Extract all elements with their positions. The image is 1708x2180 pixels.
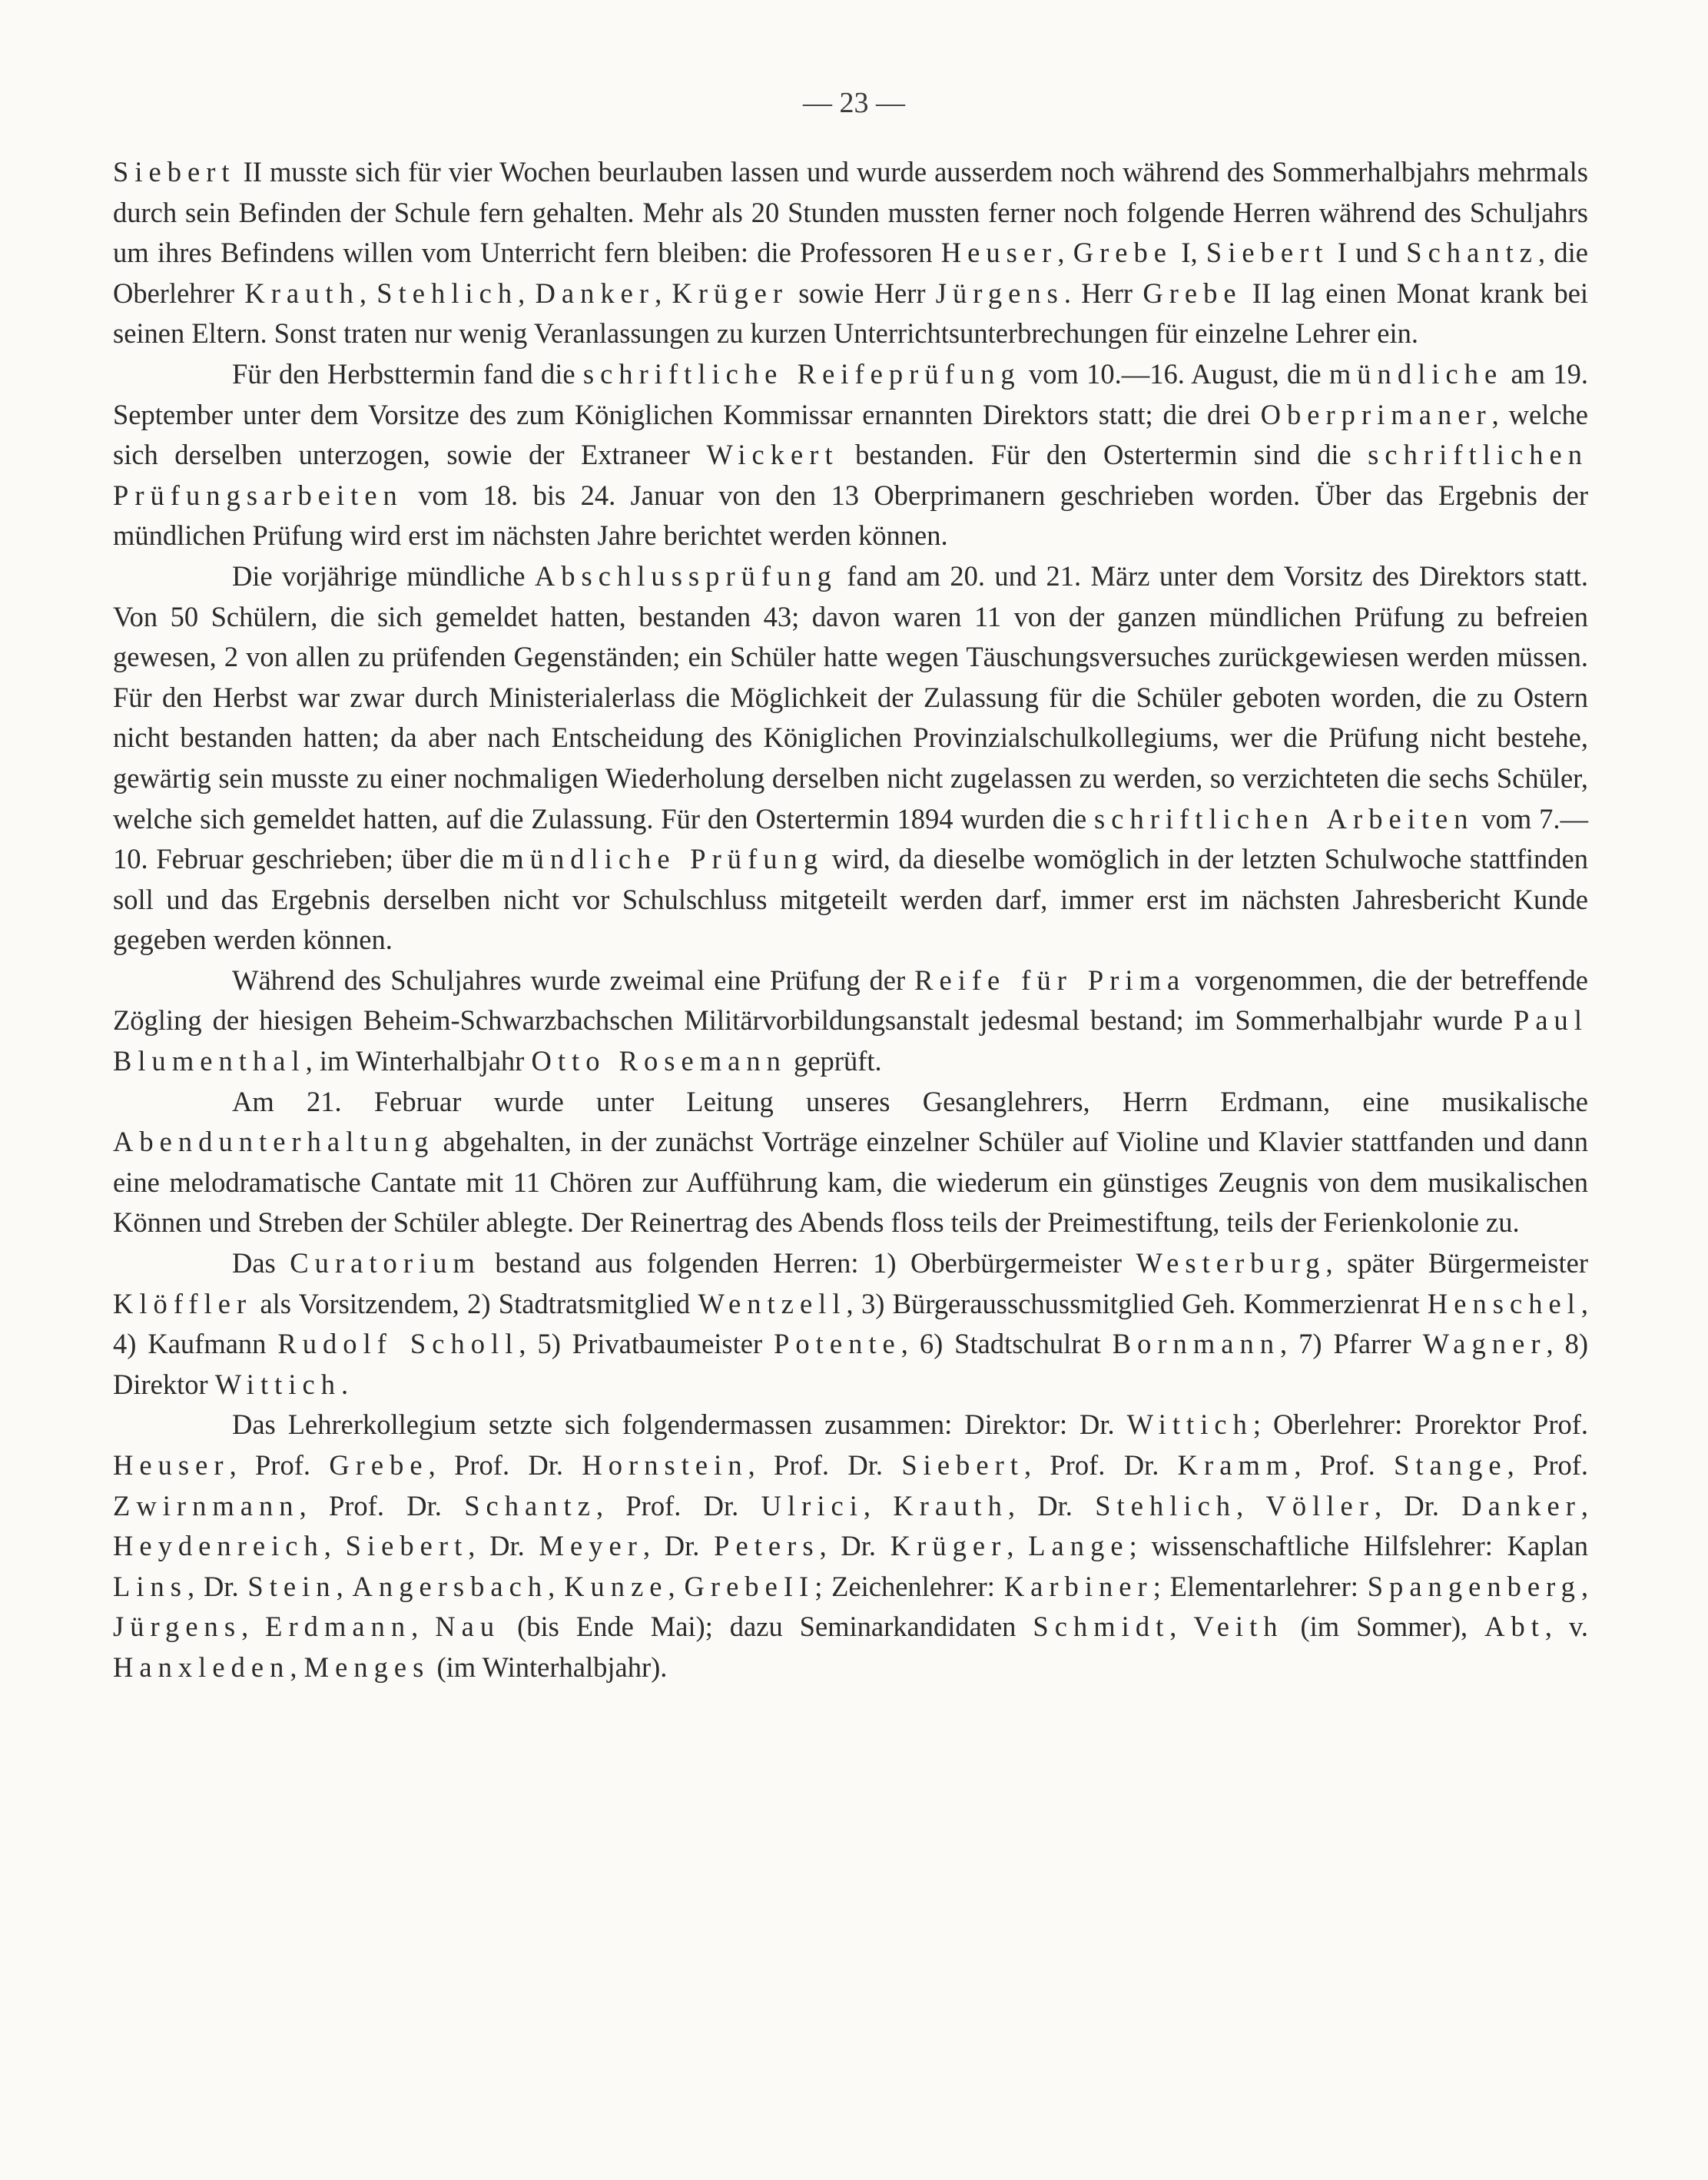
spaced-emphasis: Spangenberg xyxy=(1367,1570,1581,1602)
spaced-emphasis: Curatorium xyxy=(290,1247,481,1279)
spaced-emphasis: Heuser xyxy=(940,237,1058,269)
page-number: — 23 — xyxy=(803,87,905,119)
spaced-emphasis: Bornmann xyxy=(1112,1328,1281,1360)
body-text xyxy=(113,152,1588,1688)
spaced-emphasis: mündliche xyxy=(1328,357,1504,390)
spaced-emphasis: Heydenreich xyxy=(113,1530,324,1562)
spaced-emphasis: Kunze xyxy=(564,1570,668,1602)
spaced-emphasis: Wittich xyxy=(214,1368,341,1400)
spaced-emphasis: Krüger xyxy=(672,277,789,309)
spaced-emphasis: Karbiner xyxy=(1003,1570,1153,1602)
spaced-emphasis: Paul Blumenthal xyxy=(113,1004,1588,1077)
spaced-emphasis: Erdmann xyxy=(265,1611,412,1643)
spaced-emphasis: Siebert xyxy=(901,1449,1024,1481)
spaced-emphasis: Grebe xyxy=(1073,237,1173,269)
spaced-emphasis: Stehlich xyxy=(376,277,519,309)
spaced-emphasis: schriftliche Reifeprüfung xyxy=(582,357,1021,390)
spaced-emphasis: schriftlichen Prüfungsarbeiten xyxy=(113,439,1588,511)
spaced-emphasis: Abt xyxy=(1484,1611,1545,1643)
spaced-emphasis: Westerburg xyxy=(1136,1247,1326,1279)
paragraph-absences: Siebert II musste sich für vier Wochen beurlauben lassen und wurde ausserdem noch während des Sommerhalbjahrs mehrmals durch sein Befinden der Schule fern gehalten. Mehr als 20 Stunden mussten ferner noch folgende Herren während des Schuljahrs um ihres Befindens willen vom Unterricht fern bleiben: die Professoren Heuser, Grebe I, Siebert I und Schantz, die Oberlehrer Krauth, Stehlich, Danker, Krüger sowie Herr Jürgens. Herr Grebe II lag einen Monat krank bei seinen Eltern. Sonst traten nur wenig Veranlassungen zu kurzen Unterrichtsunterbrechungen für einzelne Lehrer ein. xyxy=(113,156,1589,350)
paragraph-reifepruefung: Für den Herbsttermin fand die schriftliche Reifeprüfung vom 10.—16. August, die mündliche am 19. September unter dem Vorsitze des zum Königlichen Kommissar ernannten Direktors statt; die drei Oberprimaner, welche sich derselben unterzogen, sowie der Extraneer Wickert bestanden. Für den Ostertermin sind die schriftlichen Prüfungsarbeiten vom 18. bis 24. Januar von den 13 Oberprimanern geschrieben worden. Über das Ergebnis der mündlichen Prüfung wird erst im nächsten Jahre berichtet werden können. xyxy=(113,357,1589,552)
paragraph-abschlusspruefung: Die vorjährige mündliche Abschlussprüfung fand am 20. und 21. März unter dem Vorsitz des Direktors statt. Von 50 Schülern, die sich gemeldet hatten, bestanden 43; davon waren 11 von der ganzen mündlichen Prüfung zu befreien gewesen, 2 von allen zu prüfenden Gegenständen; ein Schüler hatte wegen Täuschungsversuches zurückgewiesen werden müssen. Für den Herbst war zwar durch Ministerialerlass die Möglichkeit der Zulassung für die Schüler geboten worden, die zu Ostern nicht bestanden hatten; da aber nach Entscheidung des Königlichen Provinzialschulkollegiums, wer die Prüfung nicht bestehe, gewärtig sein musste zu einer nochmaligen Wiederholung derselben nicht zugelassen zu werden, so verzichteten die sechs Schüler, welche sich gemeldet hatten, auf die Zulassung. Für den Ostertermin 1894 wurden die schriftlichen Arbeiten vom 7.—10. Februar geschrieben; über die mündliche Prüfung wird, da dieselbe womöglich in der letzten Schulwoche stattfinden soll und das Ergebnis derselben nicht vor Schulschluss mitgeteilt werden darf, immer erst im nächsten Jahresbericht Kunde gegeben werden können. xyxy=(113,559,1588,956)
spaced-emphasis: Potente xyxy=(774,1328,901,1360)
spaced-emphasis: Siebert xyxy=(345,1530,469,1562)
spaced-emphasis: Peters xyxy=(714,1530,820,1562)
spaced-emphasis: Krüger xyxy=(890,1530,1007,1562)
paragraph-reife-fuer-prima: Während des Schuljahres wurde zweimal eine Prüfung der Reife für Prima vorgenommen, die der betreffende Zögling der hiesigen Beheim-Schwarzbachschen Militärvorbildungsanstalt jedesmal bestand; im Sommerhalbjahr wurde Paul Blumenthal, im Winterhalbjahr Otto Rosemann geprüft. xyxy=(113,964,1588,1077)
spaced-emphasis: GrebeII xyxy=(684,1570,815,1602)
paragraph-curatorium: Das Curatorium bestand aus folgenden Herren: 1) Oberbürgermeister Westerburg, später Bürgermeister Klöffler als Vorsitzendem, 2) Stadtratsmitglied Wentzell, 3) Bürgerausschussmitglied Geh. Kommerzienrat Henschel, 4) Kaufmann Rudolf Scholl, 5) Privatbaumeister Potente, 6) Stadtschulrat Bornmann, 7) Pfarrer Wagner, 8) Direktor Wittich. xyxy=(113,1247,1588,1400)
spaced-emphasis: Schantz xyxy=(1406,237,1539,269)
spaced-emphasis: Reife für Prima xyxy=(914,964,1186,996)
spaced-emphasis: Jürgens xyxy=(935,277,1064,309)
spaced-emphasis: Rudolf Scholl xyxy=(277,1328,519,1360)
spaced-emphasis: Wentzell xyxy=(698,1287,847,1319)
spaced-emphasis: Meyer xyxy=(539,1530,643,1562)
paragraph-abendunterhaltung: Am 21. Februar wurde unter Leitung unseres Gesanglehrers, Herrn Erdmann, eine musikalische Abendunterhaltung abgehalten, in der zunächst Vorträge einzelner Schüler auf Violine und Klavier stattfanden und dann eine melodramatische Cantate mit 11 Chören zur Aufführung kam, die wiederum ein günstiges Zeugnis von dem musikalischen Können und Streben der Schüler ablegte. Der Reinertrag des Abends floss teils der Preimestiftung, teils der Ferienkolonie zu. xyxy=(113,1085,1588,1239)
spaced-emphasis: schriftlichen Arbeiten xyxy=(1093,802,1474,835)
spaced-emphasis: Heuser xyxy=(113,1449,230,1481)
spaced-emphasis: Lins xyxy=(113,1570,188,1602)
spaced-emphasis: Kramm xyxy=(1177,1449,1295,1481)
spaced-emphasis: Jürgens xyxy=(113,1611,242,1643)
spaced-emphasis: Stein xyxy=(247,1570,337,1602)
spaced-emphasis: Grebe xyxy=(329,1449,429,1481)
spaced-emphasis: Hornstein xyxy=(582,1449,748,1481)
spaced-emphasis: Völler xyxy=(1265,1489,1375,1521)
spaced-emphasis: Menges xyxy=(303,1651,430,1683)
spaced-emphasis: Klöffler xyxy=(113,1287,253,1319)
spaced-emphasis: Angersbach xyxy=(352,1570,549,1602)
spaced-emphasis: Zwirnmann xyxy=(113,1489,300,1521)
spaced-emphasis: Schantz xyxy=(464,1489,596,1521)
spaced-emphasis: Grebe xyxy=(1143,277,1242,309)
spaced-emphasis: Nau xyxy=(435,1611,501,1643)
spaced-emphasis: Ulrici xyxy=(761,1489,864,1521)
spaced-emphasis: Stehlich xyxy=(1095,1489,1237,1521)
spaced-emphasis: Wagner xyxy=(1422,1328,1547,1360)
spaced-emphasis: Siebert xyxy=(1206,237,1329,269)
spaced-emphasis: Krauth xyxy=(893,1489,1008,1521)
spaced-emphasis: Wittich xyxy=(1126,1409,1253,1441)
spaced-emphasis: Henschel xyxy=(1427,1287,1581,1319)
spaced-emphasis: Stange xyxy=(1394,1449,1507,1481)
spaced-emphasis: Danker xyxy=(535,277,655,309)
spaced-emphasis: Siebert xyxy=(113,156,236,187)
spaced-emphasis: Veith xyxy=(1193,1611,1284,1643)
spaced-emphasis: Hanxleden xyxy=(113,1651,290,1683)
spaced-emphasis: mündliche Prüfung xyxy=(502,843,824,875)
paragraph-lehrerkollegium: Das Lehrerkollegium setzte sich folgendermassen zusammen: Direktor: Dr. Wittich; Oberlehrer: Prorektor Prof. Heuser, Prof. Grebe, Prof. Dr. Hornstein, Prof. Dr. Siebert, Prof. Dr. Kramm, Prof. Stange, Prof. Zwirnmann, Prof. Dr. Schantz, Prof. Dr. Ulrici, Krauth, Dr. Stehlich, Völler, Dr. Danker, Heydenreich, Siebert, Dr. Meyer, Dr. Peters, Dr. Krüger, Lange; wissenschaftliche Hilfslehrer: Kaplan Lins, Dr. Stein, Angersbach, Kunze, GrebeII; Zeichenlehrer: Karbiner; Elementarlehrer: Spangenberg, Jürgens, Erdmann, Nau (bis Ende Mai); dazu Seminarkandidaten Schmidt, Veith (im Sommer), Abt, v. Hanxleden, Menges (im Winterhalbjahr). xyxy=(113,1409,1589,1683)
spaced-emphasis: Krauth xyxy=(244,277,360,309)
spaced-emphasis: Oberprimaner xyxy=(1260,398,1492,430)
spaced-emphasis: Abschlussprüfung xyxy=(534,559,837,592)
spaced-emphasis: Abendunterhaltung xyxy=(113,1126,435,1158)
spaced-emphasis: Danker xyxy=(1461,1489,1581,1521)
spaced-emphasis: Otto Rosemann xyxy=(531,1045,787,1077)
spaced-emphasis: Schmidt xyxy=(1033,1611,1170,1643)
spaced-emphasis: Wickert xyxy=(706,439,839,471)
spaced-emphasis: Lange xyxy=(1028,1530,1129,1562)
